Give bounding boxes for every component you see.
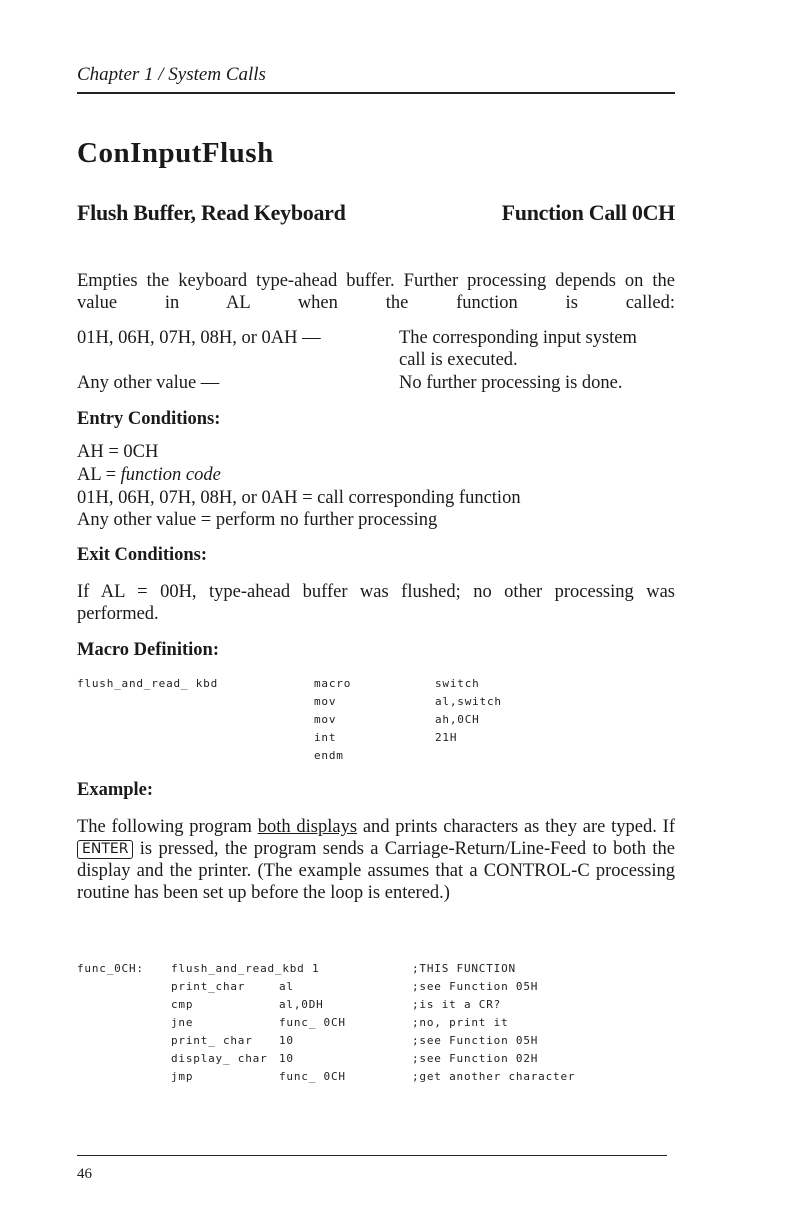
entry-al	[77, 465, 221, 486]
code-comment: ;see Function 05H	[412, 1034, 539, 1047]
exit-conditions-heading: Exit Conditions:	[77, 545, 208, 565]
code-op: display_ char	[171, 1052, 268, 1065]
code-arg: func_ 0CH	[279, 1070, 346, 1083]
page-title: ConInputFlush	[77, 137, 274, 169]
running-head: Chapter 1 / System Calls	[77, 64, 266, 85]
intro-paragraph: Empties the keyboard type-ahead buffer. Further processing depends on the value in AL when the function is called:	[77, 271, 675, 313]
code-op: jmp	[171, 1070, 194, 1083]
case-2-result: No further processing is done.	[399, 373, 623, 393]
exit-paragraph: If AL = 00H, type-ahead buffer was flushed; no other processing was performed.	[77, 582, 675, 624]
entry-ah: AH = 0CH	[77, 442, 159, 462]
macro-label: flush_and_read_ kbd	[77, 677, 219, 690]
code-comment: ;see Function 05H	[412, 980, 539, 993]
code-arg: func_ 0CH	[279, 1016, 346, 1029]
code-arg: 10	[279, 1034, 294, 1047]
footer-rule	[77, 1155, 667, 1156]
code-label: func_0CH:	[77, 962, 144, 975]
code-arg: al,0DH	[279, 998, 324, 1011]
entry-al-value: function code	[120, 465, 221, 485]
enter-key: ENTER	[77, 840, 133, 859]
case-1-result-line1: The corresponding input system	[399, 328, 637, 348]
entry-conditions-heading: Entry Conditions:	[77, 409, 221, 429]
code-op: print_ char	[171, 1034, 253, 1047]
code-arg: al	[279, 980, 294, 993]
subtitle-left: Flush Buffer, Read Keyboard	[77, 200, 346, 225]
macro-op: mov	[314, 695, 337, 708]
code-arg: 10	[279, 1052, 294, 1065]
code-comment: ;THIS FUNCTION	[412, 962, 516, 975]
example-text-underlined: both displays	[257, 817, 358, 837]
macro-arg: 21H	[435, 731, 458, 744]
code-comment: ;is it a CR?	[412, 998, 502, 1011]
macro-op: mov	[314, 713, 337, 726]
macro-arg: switch	[435, 677, 480, 690]
code-op: cmp	[171, 998, 194, 1011]
header-rule	[77, 92, 675, 94]
subtitle-right: Function Call 0CH	[501, 200, 675, 225]
example-paragraph	[77, 816, 675, 904]
code-comment: ;get another character	[412, 1070, 576, 1083]
case-2-condition: Any other value —	[77, 373, 220, 393]
macro-arg: al,switch	[435, 695, 502, 708]
macro-op: int	[314, 731, 337, 744]
example-text-3: is pressed, the program sends a Carriage-Return/Line-Feed to both the display and the printer. (The example assumes that a CONTROL-C processing routine has been set up before the loop is entered.)	[77, 839, 675, 903]
case-1-result-line2: call is executed.	[399, 350, 518, 370]
code-comment: ;no, print it	[412, 1016, 509, 1029]
entry-al-prefix: AL =	[77, 465, 121, 485]
code-op: flush_and_read_kbd 1	[171, 962, 320, 975]
example-text-2: and prints characters as they are typed. If	[357, 817, 675, 837]
case-1-condition: 01H, 06H, 07H, 08H, or 0AH —	[77, 328, 321, 348]
example-heading: Example:	[77, 780, 154, 800]
macro-op: macro	[314, 677, 352, 690]
entry-line4: Any other value = perform no further processing	[77, 510, 438, 530]
macro-definition-heading: Macro Definition:	[77, 640, 219, 660]
entry-line3: 01H, 06H, 07H, 08H, or 0AH = call corresponding function	[77, 488, 521, 508]
macro-arg: ah,0CH	[435, 713, 480, 726]
code-op: print_char	[171, 980, 246, 993]
macro-op: endm	[314, 749, 344, 762]
code-comment: ;see Function 02H	[412, 1052, 539, 1065]
example-text-1: The following program	[77, 817, 258, 837]
page-number: 46	[77, 1166, 92, 1182]
code-op: jne	[171, 1016, 194, 1029]
